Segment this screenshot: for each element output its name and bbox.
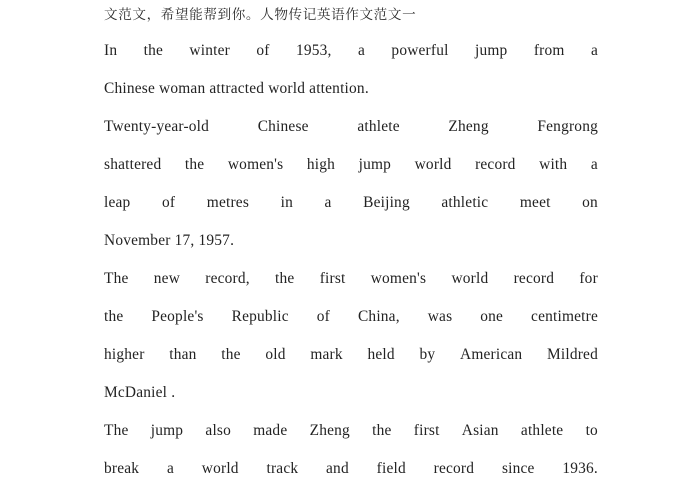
text-word: first — [413, 422, 440, 439]
text-word: 文范文，希望能帮到你。人物传记英语作文范文一 — [104, 7, 417, 23]
text-word: Zheng — [309, 422, 350, 439]
text-word: Beijing — [363, 194, 410, 211]
text-word: athletic — [441, 194, 489, 211]
text-word: Zheng — [448, 118, 489, 135]
text-line — [104, 412, 598, 450]
text-word: of — [316, 308, 330, 325]
text-line — [104, 70, 598, 108]
text-word: the — [275, 270, 295, 287]
text-word: winter — [189, 42, 230, 59]
text-word: held — [367, 346, 395, 363]
text-word: of — [162, 194, 176, 211]
text-line — [104, 298, 598, 336]
text-word: track — [266, 460, 299, 477]
text-word: record — [513, 270, 555, 287]
text-word: in — [280, 194, 293, 211]
document-text-body — [104, 0, 598, 488]
text-word: high — [306, 156, 336, 173]
text-line — [104, 222, 598, 260]
text-word: also — [205, 422, 232, 439]
text-word: shattered — [104, 156, 162, 173]
text-word: the — [184, 156, 205, 173]
text-word: record — [433, 460, 475, 477]
text-word: centimetre — [531, 308, 598, 325]
text-word: women's — [227, 156, 284, 173]
text-word: jump — [358, 156, 392, 173]
text-word: world — [201, 460, 239, 477]
text-word: Chinese — [257, 118, 309, 135]
text-word: 1953, — [295, 42, 332, 59]
text-word: and — [326, 460, 349, 477]
text-word: Chinese woman attracted world attention. — [104, 80, 369, 97]
text-line — [104, 374, 598, 412]
text-word: powerful — [391, 42, 449, 59]
text-word: a — [590, 42, 598, 59]
text-word: a — [324, 194, 332, 211]
text-word: Asian — [461, 422, 499, 439]
text-word: world — [414, 156, 452, 173]
text-word: world — [451, 270, 489, 287]
text-word: women's — [370, 270, 427, 287]
text-line — [104, 108, 598, 146]
text-word: one — [480, 308, 504, 325]
text-word: athlete — [520, 422, 564, 439]
text-word: since — [501, 460, 535, 477]
text-word: Republic — [231, 308, 289, 325]
text-word: break — [104, 460, 140, 477]
text-word: with — [539, 156, 568, 173]
text-word: American — [460, 346, 523, 363]
text-word: the — [104, 308, 124, 325]
text-word: on — [582, 194, 598, 211]
text-word: was — [427, 308, 453, 325]
text-word: In — [104, 42, 118, 59]
text-word: first — [319, 270, 346, 287]
text-word: metres — [206, 194, 250, 211]
text-word: McDaniel . — [104, 384, 176, 401]
text-word: field — [376, 460, 406, 477]
text-word: 1936. — [562, 460, 598, 477]
text-word: the — [143, 42, 164, 59]
text-word: to — [585, 422, 598, 439]
text-word: record, — [205, 270, 250, 287]
text-word: Mildred — [546, 346, 598, 363]
text-word: People's — [151, 308, 204, 325]
text-word: the — [372, 422, 392, 439]
text-word: by — [419, 346, 436, 363]
text-word: higher — [104, 346, 145, 363]
text-word: The — [104, 270, 129, 287]
text-word: leap — [104, 194, 131, 211]
text-word: than — [169, 346, 197, 363]
text-line — [104, 260, 598, 298]
text-word: made — [253, 422, 288, 439]
text-word: mark — [310, 346, 343, 363]
text-word: from — [533, 42, 565, 59]
text-word: The — [104, 422, 129, 439]
text-line — [104, 32, 598, 70]
text-word: of — [256, 42, 270, 59]
text-word: old — [265, 346, 286, 363]
text-word: jump — [474, 42, 508, 59]
text-word: jump — [150, 422, 184, 439]
text-word: Twenty-year-old — [104, 118, 210, 135]
text-word: athlete — [357, 118, 400, 135]
text-line — [104, 450, 598, 488]
text-line — [104, 146, 598, 184]
text-word: Fengrong — [537, 118, 598, 135]
text-word: the — [221, 346, 241, 363]
text-line — [104, 336, 598, 374]
text-line — [104, 2, 598, 32]
text-word: November 17, 1957. — [104, 232, 235, 249]
text-word: record — [475, 156, 516, 173]
text-word: a — [590, 156, 598, 173]
text-word: for — [579, 270, 598, 287]
text-line — [104, 184, 598, 222]
text-word: meet — [519, 194, 551, 211]
text-word: new — [153, 270, 181, 287]
text-word: China, — [357, 308, 400, 325]
text-word: a — [358, 42, 366, 59]
text-word: a — [166, 460, 174, 477]
